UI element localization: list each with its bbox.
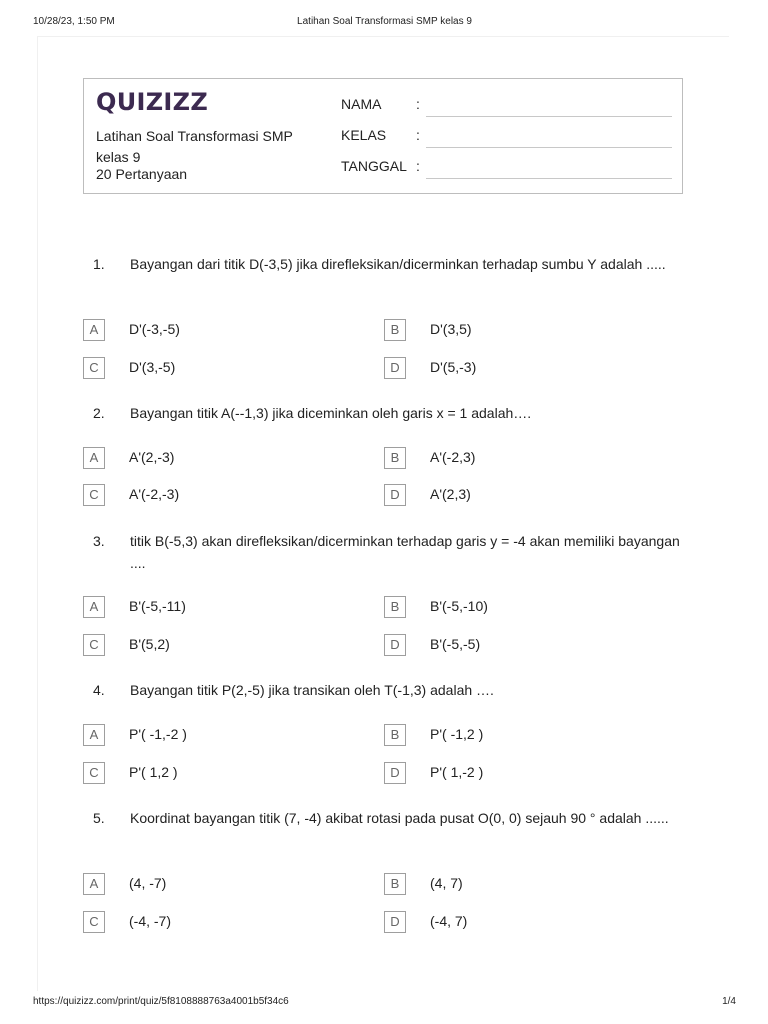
question-number: 2. [93,405,105,421]
question-text: titik B(-5,3) akan direfleksikan/dicerminkan terhadap garis y = -4 akan memiliki bayangan .... [130,533,680,571]
option-letter: C [83,911,105,933]
print-header [33,16,736,30]
question-text: Bayangan dari titik D(-3,5) jika direfleksikan/dicerminkan terhadap sumbu Y adalah ..... [130,256,666,272]
name-label: NAMA [341,96,382,112]
date-label: TANGGAL [341,158,407,174]
option-letter: D [384,762,406,784]
option-text: A'(-2,3) [430,449,476,465]
page-url[interactable]: https://quizizz.com/print/quiz/5f8108888763a4001b5f34c6 [33,996,289,1007]
option-text: B'(-5,-10) [430,598,488,614]
option-text: (-4, 7) [430,913,468,929]
question-number: 4. [93,682,105,698]
option-letter: A [83,447,105,469]
option-text: P'( 1,2 ) [129,764,178,780]
option-letter: A [83,873,105,895]
option-text: A'(2,3) [430,486,471,502]
option-letter: D [384,911,406,933]
option-letter: B [384,447,406,469]
question-number: 3. [93,533,105,549]
option-text: P'( -1,2 ) [430,726,484,742]
option-letter: D [384,634,406,656]
print-title: Latihan Soal Transformasi SMP kelas 9 [297,16,472,27]
option-text: D'(3,-5) [129,359,176,375]
page-border [37,36,38,991]
option-letter: A [83,596,105,618]
quizizz-logo: QUIZIZZ [96,88,209,116]
question-count: 20 Pertanyaan [96,166,188,182]
page-border [37,36,729,37]
page-number: 1/4 [722,996,736,1007]
name-field[interactable] [426,115,672,117]
option-text: D'(5,-3) [430,359,477,375]
option-text: A'(2,-3) [129,449,175,465]
question-text: Koordinat bayangan titik (7, -4) akibat rotasi pada pusat O(0, 0) sejauh 90 ° adalah ...... [130,810,669,826]
option-letter: C [83,357,105,379]
print-datetime: 10/28/23, 1:50 PM [33,16,115,27]
option-letter: B [384,596,406,618]
option-letter: C [83,762,105,784]
option-letter: B [384,319,406,341]
class-label: KELAS [341,127,387,143]
option-letter: D [384,357,406,379]
quiz-info-box [83,78,683,194]
option-letter: D [384,484,406,506]
name-colon: : [416,96,420,112]
option-text: D'(-3,-5) [129,321,180,337]
option-letter: B [384,724,406,746]
quiz-title: Latihan Soal Transformasi SMP kelas 9 [96,128,293,165]
class-field[interactable] [426,146,672,148]
date-colon: : [416,158,420,174]
class-colon: : [416,127,420,143]
option-text: B'(-5,-5) [430,636,481,652]
date-field[interactable] [426,177,672,179]
option-letter: B [384,873,406,895]
option-letter: C [83,484,105,506]
option-text: (4, -7) [129,875,167,891]
question-text: Bayangan titik A(--1,3) jika diceminkan oleh garis x = 1 adalah…. [130,405,532,421]
question-number: 5. [93,810,105,826]
option-letter: A [83,724,105,746]
option-letter: C [83,634,105,656]
option-text: D'(3,5) [430,321,472,337]
option-text: B'(-5,-11) [129,598,186,614]
option-letter: A [83,319,105,341]
question-text: Bayangan titik P(2,-5) jika transikan oleh T(-1,3) adalah …. [130,682,494,698]
question-number: 1. [93,256,105,272]
option-text: (-4, -7) [129,913,171,929]
option-text: B'(5,2) [129,636,170,652]
option-text: P'( 1,-2 ) [430,764,484,780]
option-text: A'(-2,-3) [129,486,180,502]
option-text: P'( -1,-2 ) [129,726,187,742]
option-text: (4, 7) [430,875,463,891]
